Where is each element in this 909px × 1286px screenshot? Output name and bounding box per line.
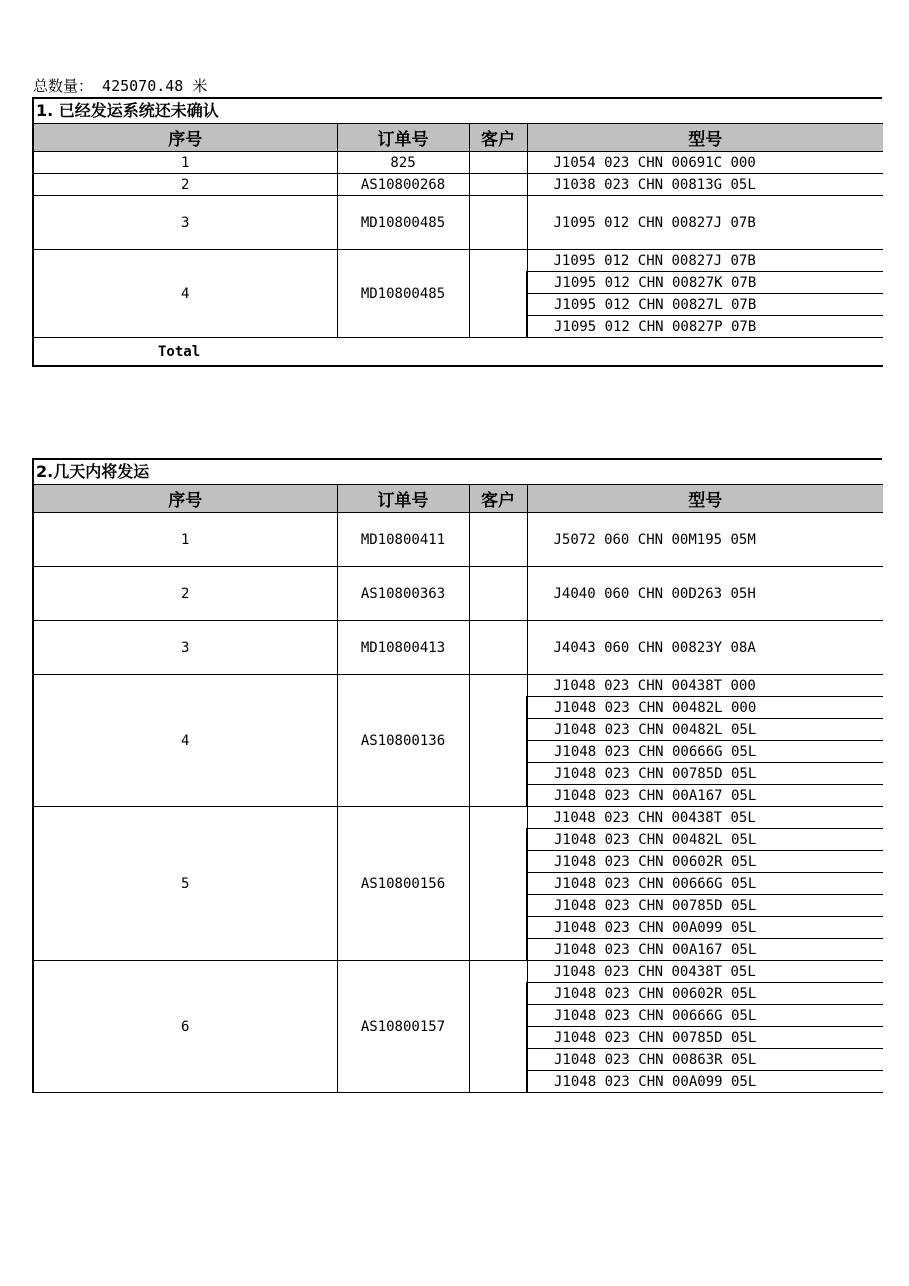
table-row (33, 961, 883, 983)
model-cell: J4040 060 CHN 00D263 05H (527, 567, 883, 621)
seq-cell: 3 (33, 621, 337, 675)
total-quantity-value: 425070.48 (102, 77, 184, 95)
customer-cell (469, 621, 527, 675)
section-shipped-unconfirmed (32, 97, 882, 367)
model-cell: J1095 012 CHN 00827J 07B (527, 196, 883, 250)
seq-cell: 3 (33, 196, 337, 250)
seq-cell: 1 (33, 513, 337, 567)
header-model: 型号 (527, 485, 883, 513)
model-cell: J1048 023 CHN 00666G 05L (527, 741, 883, 763)
header-order: 订单号 (337, 124, 469, 152)
model-cell: J1048 023 CHN 00438T 000 (527, 675, 883, 697)
total-label: Total (33, 338, 883, 367)
seq-cell: 6 (33, 961, 337, 1093)
customer-cell (469, 807, 527, 961)
customer-cell (469, 513, 527, 567)
seq-cell: 5 (33, 807, 337, 961)
model-cell: J1048 023 CHN 00438T 05L (527, 807, 883, 829)
model-cell: J1048 023 CHN 00602R 05L (527, 851, 883, 873)
header-seq: 序号 (33, 124, 337, 152)
model-cell: J1048 023 CHN 00666G 05L (527, 1005, 883, 1027)
table-row (33, 675, 883, 697)
model-cell: J1048 023 CHN 00785D 05L (527, 895, 883, 917)
customer-cell (469, 174, 527, 196)
order-number-cell: MD10800413 (337, 621, 469, 675)
table-row (33, 152, 883, 174)
model-cell: J1095 012 CHN 00827K 07B (527, 272, 883, 294)
table-row (33, 513, 883, 567)
seq-cell: 2 (33, 174, 337, 196)
order-number-cell: MD10800411 (337, 513, 469, 567)
model-cell: J1038 023 CHN 00813G 05L (527, 174, 883, 196)
section-title: 2.几天内将发运 (32, 458, 882, 484)
model-cell: J1048 023 CHN 00A099 05L (527, 917, 883, 939)
order-number-cell: AS10800157 (337, 961, 469, 1093)
section-shipping-soon (32, 458, 882, 1093)
seq-cell: 1 (33, 152, 337, 174)
model-cell: J1095 012 CHN 00827J 07B (527, 250, 883, 272)
table-body (33, 152, 883, 338)
table-row (33, 250, 883, 272)
table-header-row (33, 124, 883, 152)
model-cell: J1048 023 CHN 00482L 05L (527, 829, 883, 851)
order-number-cell: MD10800485 (337, 250, 469, 338)
model-cell: J1048 023 CHN 00A099 05L (527, 1071, 883, 1093)
customer-cell (469, 961, 527, 1093)
section-title: 1. 已经发运系统还未确认 (32, 97, 882, 123)
model-cell: J1048 023 CHN 00785D 05L (527, 1027, 883, 1049)
order-number-cell: MD10800485 (337, 196, 469, 250)
customer-cell (469, 196, 527, 250)
order-number-cell: AS10800363 (337, 567, 469, 621)
header-customer: 客户 (469, 485, 527, 513)
customer-cell (469, 567, 527, 621)
total-quantity-unit: 米 (192, 77, 208, 95)
model-cell: J1048 023 CHN 00482L 05L (527, 719, 883, 741)
model-cell: J1095 012 CHN 00827L 07B (527, 294, 883, 316)
shipment-table (32, 123, 883, 367)
model-cell: J1048 023 CHN 00602R 05L (527, 983, 883, 1005)
table-body (33, 513, 883, 1093)
seq-cell: 4 (33, 675, 337, 807)
customer-cell (469, 250, 527, 338)
model-cell: J1048 023 CHN 00482L 000 (527, 697, 883, 719)
table-row (33, 621, 883, 675)
order-number-cell: AS10800268 (337, 174, 469, 196)
model-cell: J1095 012 CHN 00827P 07B (527, 316, 883, 338)
header-model: 型号 (527, 124, 883, 152)
model-cell: J1048 023 CHN 00863R 05L (527, 1049, 883, 1071)
model-cell: J1054 023 CHN 00691C 000 (527, 152, 883, 174)
total-row (33, 338, 883, 367)
table-row (33, 174, 883, 196)
model-cell: J1048 023 CHN 00A167 05L (527, 939, 883, 961)
model-cell: J1048 023 CHN 00A167 05L (527, 785, 883, 807)
table-row (33, 807, 883, 829)
customer-cell (469, 675, 527, 807)
customer-cell (469, 152, 527, 174)
order-number-cell: AS10800136 (337, 675, 469, 807)
total-quantity-summary (33, 76, 207, 96)
shipment-table (32, 484, 883, 1093)
table-row (33, 196, 883, 250)
model-cell: J5072 060 CHN 00M195 05M (527, 513, 883, 567)
header-order: 订单号 (337, 485, 469, 513)
table-row (33, 567, 883, 621)
order-number-cell: AS10800156 (337, 807, 469, 961)
seq-cell: 2 (33, 567, 337, 621)
model-cell: J4043 060 CHN 00823Y 08A (527, 621, 883, 675)
header-seq: 序号 (33, 485, 337, 513)
model-cell: J1048 023 CHN 00785D 05L (527, 763, 883, 785)
model-cell: J1048 023 CHN 00666G 05L (527, 873, 883, 895)
order-number-cell: 825 (337, 152, 469, 174)
seq-cell: 4 (33, 250, 337, 338)
header-customer: 客户 (469, 124, 527, 152)
table-header-row (33, 485, 883, 513)
total-quantity-label: 总数量： (33, 77, 94, 95)
model-cell: J1048 023 CHN 00438T 05L (527, 961, 883, 983)
